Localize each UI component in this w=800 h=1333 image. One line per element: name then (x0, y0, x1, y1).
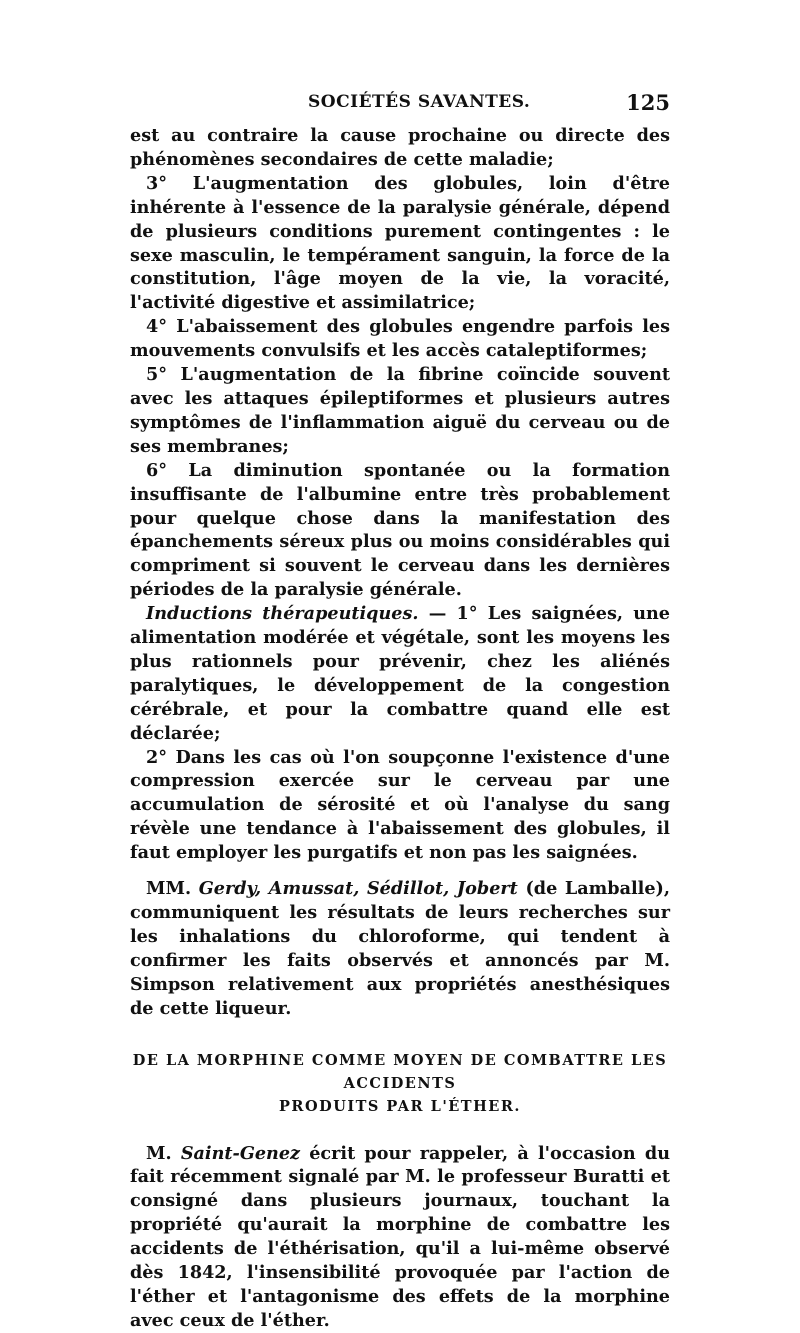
mm-text: (de Lamballe), communiquent les résultats de leurs recherches sur les inhalations du chloroforme, qui tendent à confirmer les faits observés et annoncés par M. Simpson relativement aux propriétés anesthésiques de cette liqueur. (130, 878, 671, 1019)
body-text (130, 124, 670, 1333)
section-heading-line-1: DE LA MORPHINE COMME MOYEN DE COMBATTRE LES ACCIDENTS (132, 1051, 668, 1092)
saint-genez-prefix: M. (146, 1142, 181, 1164)
section-heading (130, 1049, 670, 1118)
page-header (130, 90, 670, 120)
saint-genez-text: écrit pour rappeler, à l'occasion du fait récemment signalé par M. le professeur Buratti et consigné dans plusieurs journaux, touchant la propriété qu'aurait la morphine de combattre les accidents de l'éthérisation, qu'il a lui-même observé dès 1842, l'insensibilité provoquée par l'action de l'éther et l'antagonisme des effets de la morphine avec ceux de l'éther. (130, 1142, 671, 1331)
paragraph-point-4: 4° L'abaissement des globules engendre parfois les mouvements convulsifs et les accès cataleptiformes; (130, 316, 670, 362)
paragraph-point-5: 5° L'augmentation de la fibrine coïncide souvent avec les attaques épileptiformes et plusieurs autres symptômes de l'inflammation aiguë du cerveau ou de ses membranes; (130, 364, 670, 457)
paragraph-chloroform (130, 877, 670, 1020)
section-heading-line-2: PRODUITS PAR L'ÉTHER. (279, 1097, 521, 1115)
page-number: 125 (626, 90, 670, 115)
paragraph-therapeutic-inductions (130, 602, 670, 745)
paragraph-saint-genez (130, 1142, 670, 1333)
running-title: SOCIÉTÉS SAVANTES. (308, 92, 531, 112)
paragraph-point-3: 3° L'augmentation des globules, loin d'être inhérente à l'essence de la paralysie générale, dépend de plusieurs conditions purement contingentes : le sexe masculin, le tempérament sanguin, la force de la constitution, l'âge moyen de la vie, la voracité, l'activité digestive et assimilatrice; (130, 172, 670, 314)
saint-genez-name: Saint-Genez (180, 1142, 301, 1164)
therapeutic-inductions-label: Inductions thérapeutiques. (146, 603, 419, 625)
paragraph-point-2: 2° Dans les cas où l'on soupçonne l'existence d'une compression exercée sur le cerveau par une accumulation de sérosité et où l'analyse du sang révèle une tendance à l'abaissement des globules, il faut employer les purgatifs et non pas les saignées. (130, 746, 670, 864)
paragraph-continuation: est au contraire la cause prochaine ou directe des phénomènes secondaires de cette maladie; (130, 125, 670, 170)
paragraph-point-6: 6° La diminution spontanée ou la formation insuffisante de l'albumine entre très probablement pour quelque chose dans la manifestation des épanchements séreux plus ou moins considérables qui compriment si souvent le cerveau dans les dernières périodes de la paralysie générale. (130, 459, 670, 601)
therapeutic-inductions-text: — 1° Les saignées, une alimentation modérée et végétale, sont les moyens les plus rationnels pour prévenir, chez les aliénés paralytiques, le développement de la congestion cérébrale, et pour la combattre quand elle est déclarée; (130, 603, 670, 744)
mm-names: Gerdy, Amussat, Sédillot, Jobert (198, 878, 518, 900)
mm-prefix: MM. (146, 878, 199, 900)
